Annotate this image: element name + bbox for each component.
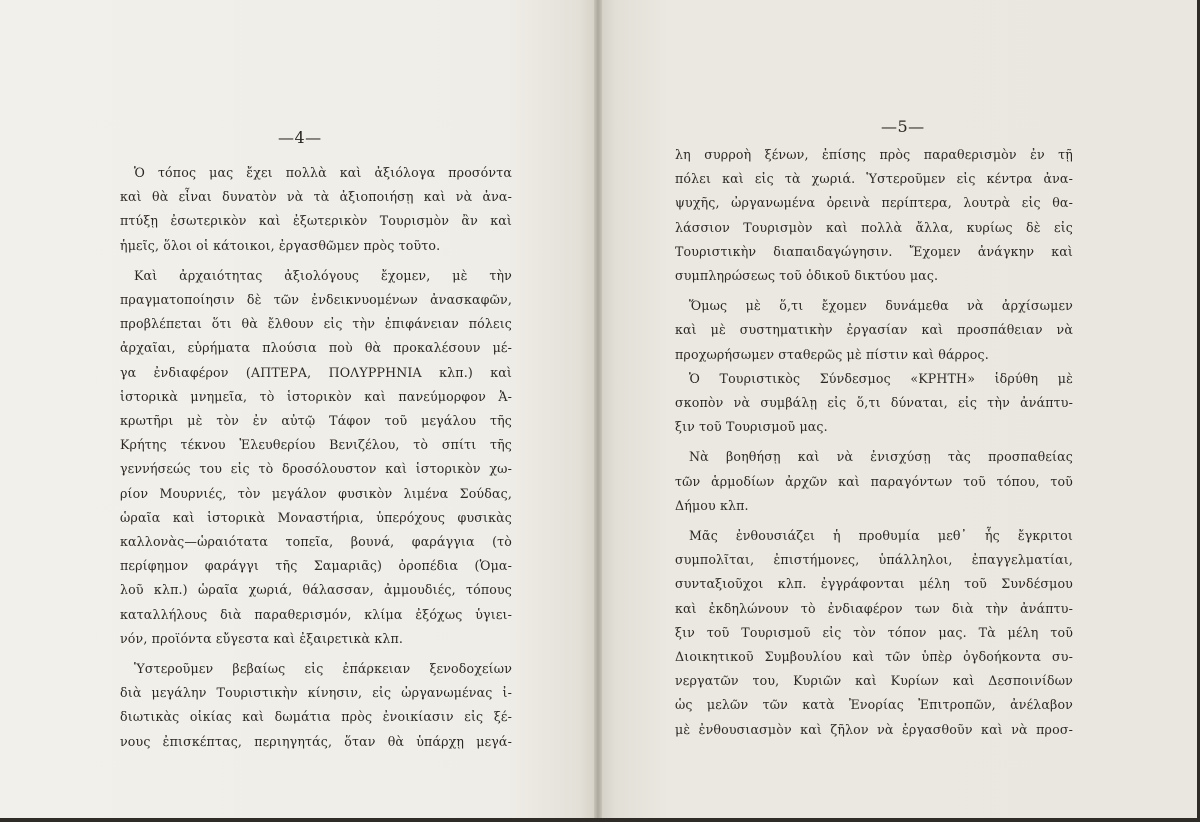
text-line: Ὑστεροῦμεν βεβαίως εἰς ἐπάρκειαν ξενοδοχείων [134, 661, 512, 677]
text-line: ψυχῆς, ὠργανωμένα ὀρεινὰ περίπτερα, λουτρὰ εἰς θα- [675, 195, 1073, 211]
text-line: λάσσιον Τουρισμὸν καὶ πολλὰ ἄλλα, κυρίως δὲ εἰς [675, 219, 1073, 235]
text-line: διὰ μεγάλην Τουριστικὴν κίνησιν, εἰς ὠργανωμένας ἰ- [120, 685, 512, 701]
text-line: πόλει καὶ εἰς τὰ χωριά. Ὑστεροῦμεν εἰς κέντρα ἀνα- [675, 171, 1073, 187]
left-page [0, 0, 597, 822]
text-line: καταλλήλους διὰ παραθερισμόν, κλίμα ἐξόχως ὑγιει- [120, 606, 512, 622]
text-line: νόν, προϊόντα εὔγεστα καὶ ἐξαιρετικὰ κλπ. [120, 630, 404, 646]
text-line: ἀρχαῖαι, εὑρήματα πλούσια ποὺ θὰ προκαλέσουν μέ- [120, 340, 512, 356]
text-line: Τουριστικὴν διαπαιδαγώγησιν. Ἔχομεν ἀνάγκην καὶ [675, 243, 1073, 259]
text-line: διωτικὰς οἰκίας καὶ δωμάτια πρὸς ἐνοικίασιν εἰς ξέ- [120, 709, 512, 725]
text-line: Ὁ τόπος μας ἔχει πολλὰ καὶ ἀξιόλογα προσόντα [134, 165, 512, 180]
scan-edge-bottom [0, 818, 1200, 822]
page-number: —5— [881, 117, 925, 136]
text-line: γα ἐνδιαφέρον (ΑΠΤΕΡΑ, ΠΟΛΥΡΡΗΝΙΑ κλπ.) καὶ [120, 364, 512, 380]
text-line: νους ἐπισκέπτας, περιηγητάς, ὅταν θὰ ὑπάρχῃ μεγά- [120, 733, 512, 749]
text-line: κρωτῆρι μὲ τὸν ἐν αὐτῷ Τάφον τοῦ μεγάλου τῆς [120, 413, 512, 429]
text-line: λοῦ κλπ.) ὡραῖα χωριά, θάλασσαν, ἀμμουδιές, τόπους [120, 582, 512, 598]
text-line: γεννήσεώς του εἰς τὸ δροσόλουστον καὶ ἱστορικὸν χω- [120, 461, 512, 477]
book-gutter [594, 0, 602, 822]
text-line: προβλέπεται ὅτι θὰ ἔλθουν εἰς τὴν ἐπιφάνειαν πόλεις [120, 316, 512, 332]
text-line: συμπληρώσεως τοῦ ὁδικοῦ δικτύου μας. [675, 268, 939, 284]
text-line: ξιν τοῦ Τουρισμοῦ μας. [675, 419, 828, 435]
text-line: Διοικητικοῦ Συμβουλίου καὶ τῶν ὑπὲρ ὀγδοήκοντα συ- [675, 649, 1073, 665]
text-line: περίφημον φαράγγι τῆς Σαμαριᾶς) ὀροπέδια (Ὁμα- [120, 558, 512, 574]
text-line: καὶ θὰ εἶναι δυνατὸν νὰ τὰ ἀξιοποιήσῃ καὶ νὰ ἀνα- [120, 189, 512, 205]
text-line: Ὁ Τουριστικὸς Σύνδεσμος «ΚΡΗΤΗ» ἱδρύθη μὲ [689, 370, 1073, 386]
text-line: Καὶ ἀρχαιότητας ἀξιολόγους ἔχομεν, μὲ τὴν [134, 267, 512, 283]
text-line: Μᾶς ἐνθουσιάζει ἡ προθυμία μεθ᾽ ἧς ἔγκριτοι [689, 528, 1073, 544]
text-line: καλλονὰς—ὡραιότατα τοπεῖα, βουνά, φαράγγια (τὸ [120, 534, 512, 550]
text-line: ρίον Μουρνιές, τὸν μεγάλον φυσικὸν λιμένα Σούδας, [120, 485, 512, 501]
text-line: Νὰ βοηθήσῃ καὶ νὰ ἐνισχύσῃ τὰς προσπαθείας [689, 449, 1073, 465]
text-line: νεργατῶν του, Κυριῶν καὶ Κυρίων καὶ Δεσποινίδων [675, 673, 1073, 689]
text-line: Ὅμως μὲ ὅ,τι ἔχομεν δυνάμεθα νὰ ἀρχίσωμεν [689, 298, 1073, 314]
text-line: Δήμου κλπ. [675, 497, 749, 513]
text-line: μὲ ἐνθουσιασμὸν καὶ ζῆλον νὰ ἐργασθοῦν καὶ νὰ προσ- [675, 721, 1073, 737]
text-line: ξιν τοῦ Τουρισμοῦ εἰς τὸν τόπον μας. Τὰ μέλη τοῦ [675, 624, 1073, 640]
text-line: ὡς μελῶν τῶν κατὰ Ἐνορίας Ἐπιτροπῶν, ἀνέλαβον [675, 697, 1073, 713]
page-number: —4— [278, 128, 322, 147]
text-line: καὶ μὲ συστηματικὴν ἐργασίαν καὶ προσπάθειαν νὰ [675, 322, 1073, 338]
text-line: πραγματοποίησιν δὲ τῶν ἐνδεικνυομένων ἀνασκαφῶν, [120, 292, 512, 308]
text-line: ἱστορικὰ μνημεῖα, τὸ ἱστορικὸν καὶ πανεύμορφον Ἀ- [120, 388, 512, 404]
text-line: συμπολῖται, ἐπιστήμονες, ὑπάλληλοι, ἐπαγγελματίαι, [675, 552, 1073, 568]
text-line: προχωρήσωμεν σταθερῶς μὲ πίστιν καὶ θάρρος. [675, 346, 989, 362]
text-line: λη συρροὴ ξένων, ἐπίσης πρὸς παραθερισμὸν ἐν τῇ [675, 147, 1073, 162]
text-line: πτύξῃ ἐσωτερικὸν καὶ ἐξωτερικὸν Τουρισμὸν ἂν καὶ [120, 213, 512, 229]
text-line: Κρήτης τέκνου Ἐλευθερίου Βενιζέλου, τὸ σπίτι τῆς [120, 437, 512, 453]
text-line: τῶν ἁρμοδίων ἀρχῶν καὶ παραγόντων τοῦ τόπου, τοῦ [675, 473, 1073, 489]
right-page-text [675, 143, 1073, 742]
right-page [597, 0, 1200, 822]
text-line: συνταξιοῦχοι κλπ. ἐγγράφονται μέλη τοῦ Συνδέσμου [675, 576, 1073, 592]
text-line: ὡραῖα καὶ ἱστορικὰ Μοναστήρια, ὑπερόχους φυσικὰς [120, 509, 512, 525]
left-page-text [120, 161, 512, 754]
text-line: ἡμεῖς, ὅλοι οἱ κάτοικοι, ἐργασθῶμεν πρὸς τοῦτο. [120, 237, 441, 253]
text-line: καὶ ἐκδηλώνουν τὸ ἐνδιαφέρον των διὰ τὴν ἀνάπτυ- [675, 600, 1073, 616]
text-line: σκοπὸν νὰ συμβάλῃ εἰς ὅ,τι δύναται, εἰς τὴν ἀνάπτυ- [675, 395, 1073, 411]
